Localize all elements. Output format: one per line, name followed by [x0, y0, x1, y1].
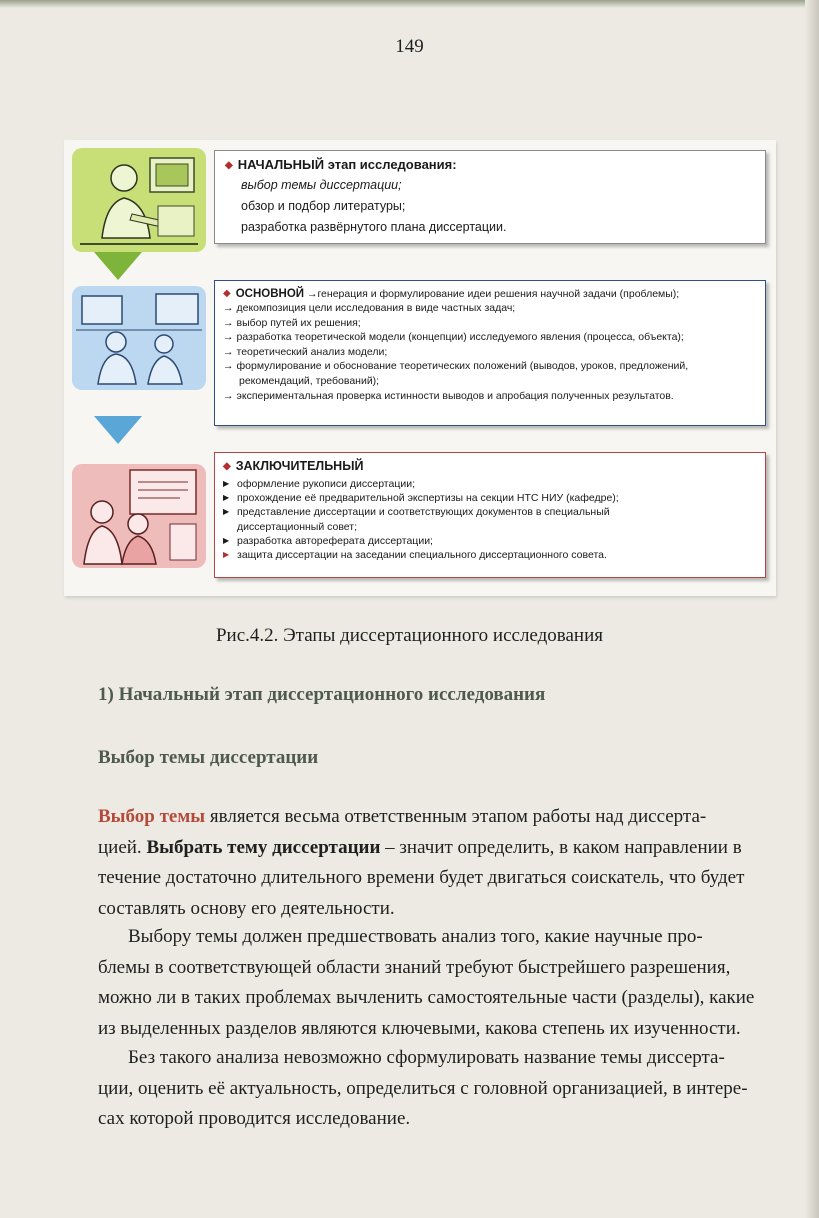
paragraph-without-analysis — [98, 1043, 767, 1135]
final-stage-title: ◆ ЗАКЛЮЧИТЕЛЬНЫЙ — [223, 459, 364, 473]
main-stage-title-line: ◆ ОСНОВНОЙ →генерация и формулирование идеи решения научной задачи (проблемы); — [223, 288, 680, 300]
right-arrow-icon: → — [223, 331, 234, 344]
paragraph-line: ции, оценить её актуальность, определиться с головной организацией, в интере- — [98, 1077, 748, 1099]
paragraph-line: блемы в соответствующей области знаний требуют быстрейшего разрешения, — [98, 956, 731, 978]
paragraph-line: цией. Выбрать тему диссертации – значит определить, в каком направлении в — [98, 836, 742, 858]
subsection-heading: Выбор темы диссертации — [98, 747, 319, 768]
final-stage-box — [214, 452, 766, 578]
final-stage-item: ▶ представление диссертации и соответствующих документов в специальный — [223, 505, 757, 519]
initial-stage-title: ◆ НАЧАЛЬНЫЙ этап исследования: — [225, 157, 457, 172]
page-number: 149 — [395, 36, 424, 57]
final-stage-item: ▶ прохождение её предварительной экспертизы на секции НТС НИУ (кафедре); — [223, 491, 757, 505]
lab-illustration-image — [72, 286, 206, 390]
diamond-bullet-icon: ◆ — [223, 461, 231, 472]
main-stage-item: → экспериментальная проверка истинности выводов и апробация полученных результатов. — [223, 389, 674, 402]
final-stage-item-continuation: диссертационный совет; — [237, 520, 358, 533]
diamond-bullet-icon: ◆ — [225, 160, 233, 171]
right-arrow-icon: → — [223, 389, 234, 402]
main-stage-item: → разработка теоретической модели (концепции) исследуемого явления (процесса, объекта); — [223, 331, 684, 344]
paragraph-line: составлять основу его деятельности. — [98, 897, 395, 919]
paragraph-line: можно ли в таких проблемах вычленить самостоятельные части (разделы), какие — [98, 987, 755, 1008]
paragraph-analysis — [98, 922, 767, 1044]
main-stage-item-continuation: рекомендаций, требований); — [239, 374, 380, 387]
final-stage-item: ▶ разработка автореферата диссертации; — [223, 534, 757, 548]
paragraph-line: Выбору темы должен предшествовать анализ того, какие научные про- — [128, 926, 703, 947]
stages-figure — [64, 140, 776, 596]
page-binding-shadow — [805, 0, 819, 1218]
figure-caption: Рис.4.2. Этапы диссертационного исследования — [215, 625, 604, 646]
paragraph-topic-choice — [98, 802, 767, 924]
diamond-bullet-icon: ◆ — [223, 288, 231, 299]
initial-stage-box — [214, 150, 766, 244]
paragraph-line: Выбор темы является весьма ответственным этапом работы над диссерта- — [98, 806, 707, 827]
defense-illustration-image — [72, 464, 206, 568]
final-stage-item: ▶ защита диссертации на заседании специального диссертационного совета. — [223, 548, 757, 562]
researcher-illustration-image — [72, 148, 206, 252]
main-stage-item: → теоретический анализ модели; — [223, 345, 388, 358]
right-arrow-icon: → — [306, 288, 318, 300]
main-stage-item: → формулирование и обоснование теоретических положений (выводов, уроков, предложений, — [223, 360, 689, 373]
page-edge-shadow — [0, 0, 819, 8]
paragraph-line: течение достаточно длительного времени будет двигаться соискатель, что будет — [98, 867, 745, 888]
paragraph-line: сах которой проводится исследование. — [98, 1108, 411, 1129]
section-heading: 1) Начальный этап диссертационного исследования — [98, 684, 546, 705]
right-arrow-icon: → — [223, 360, 234, 373]
main-stage-item: → декомпозиция цели исследования в виде частных задач; — [223, 302, 516, 314]
final-stage-item: ▶ оформление рукописи диссертации; — [223, 477, 757, 491]
initial-stage-item: выбор темы диссертации; — [241, 178, 402, 192]
blue-down-arrow-icon — [94, 416, 142, 444]
right-arrow-icon: → — [223, 316, 234, 329]
paragraph-line: Без такого анализа невозможно сформулировать название темы диссерта- — [128, 1047, 725, 1068]
initial-stage-item: обзор и подбор литературы; — [241, 199, 406, 213]
right-arrow-icon: → — [223, 302, 234, 314]
main-stage-box — [214, 280, 766, 426]
paragraph-line: из выделенных разделов являются ключевыми, какова степень их изученности. — [98, 1017, 741, 1039]
initial-stage-item: разработка развёрнутого плана диссертации. — [241, 220, 507, 234]
right-arrow-icon: → — [223, 345, 234, 358]
green-down-arrow-icon — [94, 252, 142, 280]
main-stage-item: → выбор путей их решения; — [223, 316, 361, 329]
